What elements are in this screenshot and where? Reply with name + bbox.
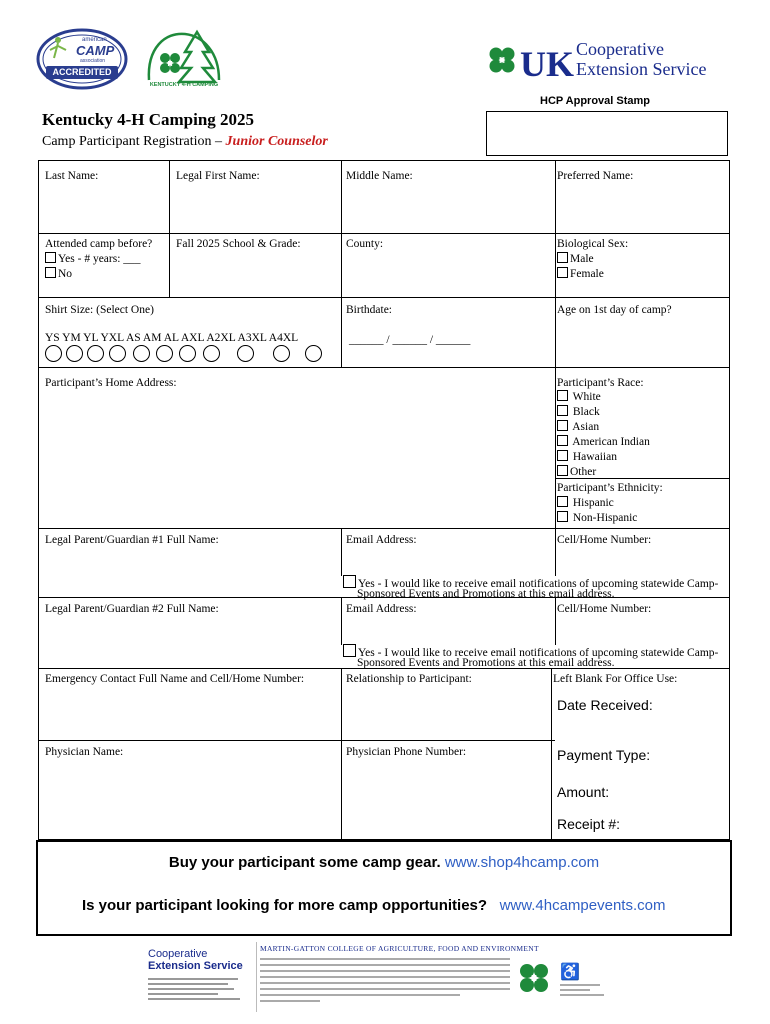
race-white-option[interactable] [557,390,601,404]
guardian1-optin-line1: Yes - I would like to receive email notifications of upcoming statewide Camp- [358,578,719,590]
office-use-label: Left Blank For Office Use: [553,673,678,685]
last-name-label: Last Name: [45,170,99,182]
aca-text-camp: CAMP [76,43,115,58]
sex-male-option[interactable] [557,252,594,266]
shirt-size-label: Shirt Size: (Select One) [45,304,154,316]
accessibility-fineprint [560,984,610,996]
divider [341,668,342,839]
divider [39,297,729,298]
footer-ces-line2: Extension Service [148,960,243,972]
uk-cooperative-extension-logo [484,40,724,84]
race-hawaiian-option[interactable] [557,450,617,464]
shirt-radio-al[interactable] [179,345,196,362]
race-white-checkbox[interactable] [557,390,568,401]
shirt-size-axl: AXL [180,332,205,344]
divider [551,668,552,839]
aca-text-association: association [80,58,106,64]
subtitle-role: Junior Counselor [225,134,328,149]
attended-yes-option[interactable] [45,252,141,266]
home-address-label: Participant’s Home Address: [45,377,177,389]
shirt-radio-a2xl[interactable] [237,345,254,362]
age-label: Age on 1st day of camp? [557,304,672,316]
svg-text:H: H [531,974,537,983]
footer-ces-fineprint [148,978,248,1000]
svg-text:UK: UK [520,44,574,84]
divider [39,367,729,368]
page-subtitle [42,134,328,150]
shirt-size-options [45,331,298,345]
shirt-radio-yl[interactable] [87,345,104,362]
date-received-label: Date Received: [557,697,653,713]
guardian2-email-label: Email Address: [346,603,417,615]
shirt-radio-ym[interactable] [66,345,83,362]
shirt-size-am: AM [142,332,162,344]
race-asian-checkbox[interactable] [557,420,568,431]
subtitle-prefix: Camp Participant Registration – [42,134,226,149]
attended-yes-text: Yes - # years: ___ [58,253,141,265]
attended-no-option[interactable] [45,267,72,281]
divider [555,161,556,576]
guardian2-label: Legal Parent/Guardian #2 Full Name: [45,603,219,615]
sex-male-text: Male [570,253,594,265]
divider [39,528,729,529]
divider [169,161,170,297]
shirt-size-ys: YS [45,332,60,344]
ethnicity-hispanic-checkbox[interactable] [557,496,568,507]
uk-logo-line1: Cooperative [576,39,664,59]
ethnicity-label: Participant’s Ethnicity: [557,482,663,494]
birthdate-label: Birthdate: [346,304,392,316]
shirt-size-a3xl: A3XL [237,332,267,344]
guardian1-cell-label: Cell/Home Number: [557,534,652,546]
race-hawaiian-checkbox[interactable] [557,450,568,461]
race-american-indian-option[interactable] [557,435,650,449]
k4h-logo-text: KENTUCKY 4-H CAMPING [149,82,219,88]
footer-band [136,942,636,1014]
divider [341,597,342,645]
sex-female-option[interactable] [557,267,604,281]
attended-no-checkbox[interactable] [45,267,56,278]
shirt-radio-yxl[interactable] [109,345,126,362]
uk-logo-line2: Extension Service [576,59,707,79]
ethnicity-hispanic-text: Hispanic [572,497,614,509]
guardian2-optin-checkbox[interactable] [343,644,356,657]
middle-name-label: Middle Name: [346,170,413,182]
shirt-radio-am[interactable] [156,345,173,362]
guardian1-optin-line2: Sponsored Events and Promotions at this email address. [357,588,615,600]
physician-phone-label: Physician Phone Number: [346,746,467,758]
physician-name-label: Physician Name: [45,746,124,758]
guardian2-cell-label: Cell/Home Number: [557,603,652,615]
race-white-text: White [572,391,601,403]
divider [555,597,556,645]
relationship-label: Relationship to Participant: [346,673,472,685]
ethnicity-non-hispanic-option[interactable] [557,511,637,525]
shop-link[interactable]: www.shop4hcamp.com [444,854,600,871]
events-link[interactable]: www.4hcampevents.com [499,897,666,914]
aca-badge-text: ACCREDITED [52,67,112,77]
birthdate-input[interactable]: ______ / ______ / ______ [349,334,471,346]
sex-female-text: Female [570,268,604,280]
race-label: Participant’s Race: [557,377,644,389]
race-black-checkbox[interactable] [557,405,568,416]
guardian1-optin-checkbox[interactable] [343,575,356,588]
race-american-indian-checkbox[interactable] [557,435,568,446]
hcp-stamp-box [486,111,728,156]
aca-accredited-logo [36,28,128,90]
race-black-option[interactable] [557,405,600,419]
race-hawaiian-text: Hawaiian [572,451,617,463]
gear-promo-text: Buy your participant some camp gear. [168,854,441,871]
shirt-size-ym: YM [62,332,81,344]
footer-ces-line1: Cooperative [148,948,208,960]
svg-text:H: H [167,61,173,68]
shirt-size-a4xl: A4XL [268,332,299,344]
attended-camp-label: Attended camp before? [45,238,153,250]
shirt-size-a2xl: A2XL [206,332,236,344]
attended-yes-checkbox[interactable] [45,252,56,263]
svg-text:H: H [499,56,505,65]
hcp-stamp-label: HCP Approval Stamp [540,95,651,107]
ethnicity-non-hispanic-checkbox[interactable] [557,511,568,522]
attended-no-text: No [58,268,73,280]
race-asian-option[interactable] [557,420,599,434]
biological-sex-label: Biological Sex: [557,238,629,250]
legal-first-name-label: Legal First Name: [176,170,260,182]
divider [341,528,342,576]
guardian1-email-label: Email Address: [346,534,417,546]
guardian2-optin-line1: Yes - I would like to receive email notifications of upcoming statewide Camp- [358,647,719,659]
guardian2-optin-line2: Sponsored Events and Promotions at this email address. [357,657,615,669]
receipt-label: Receipt #: [557,816,621,832]
race-black-text: Black [572,406,600,418]
events-promo-line [82,897,665,914]
race-asian-text: Asian [572,421,600,433]
kentucky-4h-camping-logo [145,28,223,90]
race-american-indian-text: American Indian [572,436,650,448]
footer-statement-fineprint [260,958,510,1002]
footer-college-name: MARTIN-GATTON COLLEGE OF AGRICULTURE, FOOD AND ENVIRONMENT [260,944,539,953]
footer-separator [256,942,257,1012]
amount-label: Amount: [557,784,610,800]
shirt-radio-a3xl[interactable] [273,345,290,362]
ethnicity-hispanic-option[interactable] [557,496,614,510]
sex-male-checkbox[interactable] [557,252,568,263]
events-promo-text: Is your participant looking for more camp opportunities? [82,897,488,914]
shirt-radio-a4xl[interactable] [305,345,322,362]
sex-female-checkbox[interactable] [557,267,568,278]
payment-type-label: Payment Type: [557,747,651,763]
divider [39,233,729,234]
aca-text-american: american [82,37,107,43]
shirt-radio-as[interactable] [133,345,150,362]
shirt-size-al: AL [163,332,179,344]
divider [341,161,342,367]
shirt-size-yl: YL [83,332,99,344]
gear-promo-line [38,854,730,871]
footer-4h-clover-icon [516,960,552,1001]
divider [39,740,555,741]
ethnicity-non-hispanic-text: Non-Hispanic [572,512,638,524]
emergency-contact-label: Emergency Contact Full Name and Cell/Home Number: [45,673,305,685]
county-label: County: [346,238,384,250]
guardian1-label: Legal Parent/Guardian #1 Full Name: [45,534,219,546]
shirt-radio-axl[interactable] [203,345,220,362]
race-other-text: Other [570,466,597,478]
preferred-name-label: Preferred Name: [557,170,634,182]
shirt-radio-ys[interactable] [45,345,62,362]
camp-promo-box [36,840,732,936]
race-other-checkbox[interactable] [557,465,568,476]
race-other-option[interactable] [557,465,596,479]
shirt-size-yxl: YXL [100,332,124,344]
accessibility-icon: ♿ [560,964,580,981]
page-title: Kentucky 4-H Camping 2025 [42,110,255,129]
school-grade-label: Fall 2025 School & Grade: [176,238,301,250]
registration-form [38,160,730,840]
shirt-size-as: AS [125,332,141,344]
